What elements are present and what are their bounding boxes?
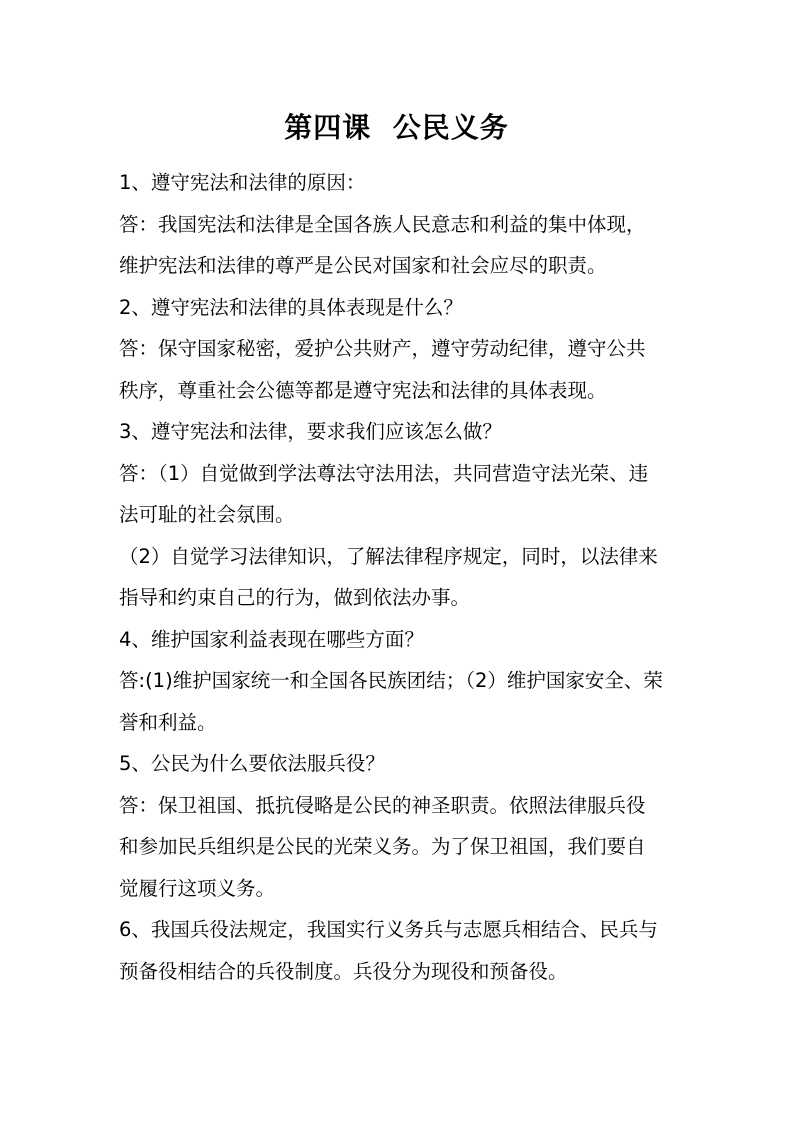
answer-4: 答:(1)维护国家统一和全国各民族团结；（2）维护国家安全、荣誉和利益。: [119, 669, 663, 734]
document-body: [119, 162, 664, 992]
answer-3-part-2: （2）自觉学习法律知识，了解法律程序规定，同时，以法律来指导和约束自己的行为，做到依法办事。: [119, 544, 658, 609]
question-5: 5、公民为什么要依法服兵役？: [119, 752, 385, 775]
answer-1: 答：我国宪法和法律是全国各族人民意志和利益的集中体现，维护宪法和法律的尊严是公民对国家和社会应尽的职责。: [119, 212, 646, 277]
answer-3-part-1: 答：（1）自觉做到学法尊法守法用法，共同营造守法光荣、违法可耻的社会氛围。: [119, 461, 649, 526]
question-3: 3、遵守宪法和法律，要求我们应该怎么做？: [119, 420, 502, 443]
question-4: 4、维护国家利益表现在哪些方面？: [119, 627, 424, 651]
question-1: 1、遵守宪法和法律的原因：: [119, 171, 366, 194]
point-6: 6、我国兵役法规定，我国实行义务兵与志愿兵相结合、民兵与预备役相结合的兵役制度。兵役分为现役和预备役。: [119, 918, 658, 983]
page-title: 第四课 公民义务: [284, 111, 509, 144]
question-2: 2、遵守宪法和法律的具体表现是什么？: [119, 295, 463, 319]
answer-5: 答：保卫祖国、抵抗侵略是公民的神圣职责。依照法律服兵役和参加民兵组织是公民的光荣义务。为了保卫祖国，我们要自觉履行这项义务。: [119, 793, 646, 900]
answer-2: 答：保守国家秘密，爱护公共财产，遵守劳动纪律，遵守公共秩序，尊重社会公德等都是遵守宪法和法律的具体表现。: [119, 337, 646, 402]
